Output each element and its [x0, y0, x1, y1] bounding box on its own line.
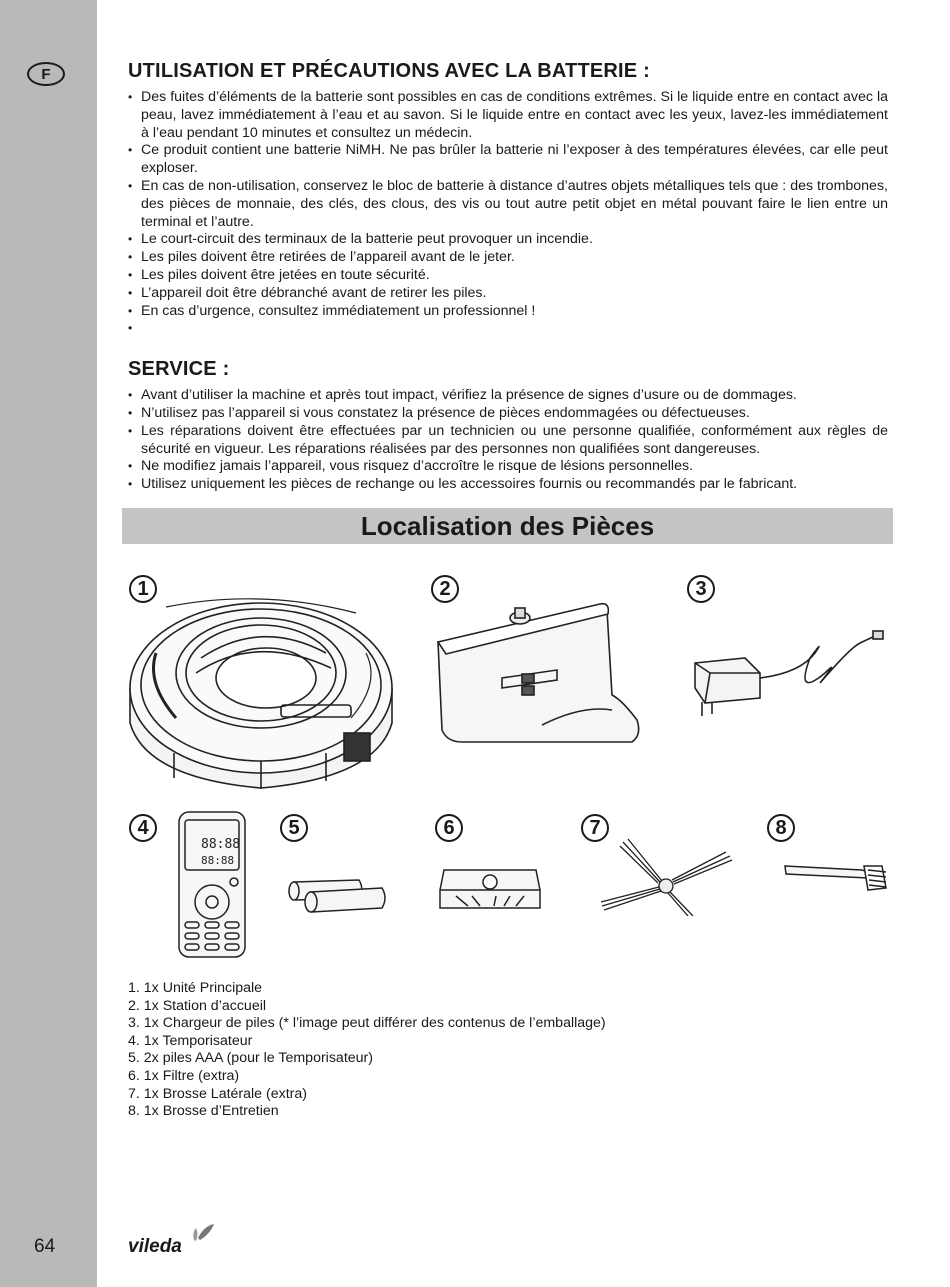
part-marker-6: 6	[435, 814, 463, 842]
list-item: • L’appareil doit être débranché avant de retirer les piles.	[128, 285, 888, 303]
charger-illustration	[690, 628, 890, 720]
part-marker-1: 1	[129, 575, 157, 603]
service-title: SERVICE :	[128, 358, 230, 381]
list-item: • Le court-circuit des terminaux de la batterie peut provoquer un incendie.	[128, 231, 888, 249]
docking-station-illustration	[432, 600, 642, 750]
part-marker-4: 4	[129, 814, 157, 842]
list-item: 1. 1x Unité Principale	[128, 980, 263, 996]
list-item: • Les piles doivent être jetées en toute sécurité.	[128, 267, 888, 285]
brand-name: vileda	[128, 1236, 182, 1257]
part-marker-5: 5	[280, 814, 308, 842]
list-item: 6. 1x Filtre (extra)	[128, 1067, 240, 1084]
list-item: • Les piles doivent être retirées de l’appareil avant de le jeter.	[128, 249, 888, 267]
list-item: 3. 1x Chargeur de piles (* l’image peut différer des contenus de l’emballage)	[128, 1015, 606, 1032]
leaf-icon	[198, 1224, 214, 1240]
page-number: 64	[34, 1236, 56, 1257]
list-item: • Des fuites d’éléments de la batterie sont possibles en cas de conditions extrêmes. Si le liquide entre en contact avec la peau, lavez immédiatement à l’eau et au savon. Si le liquide entre en contact avec les yeux, lavez-les immédiatement à l’eau pendant 10 minutes et consultez un médecin.	[128, 89, 888, 142]
list-item: 7. 1x Brosse Latérale (extra)	[128, 1085, 307, 1102]
left-sidebar	[0, 0, 97, 1287]
service-list	[128, 387, 888, 494]
list-item: 5. 2x piles AAA (pour le Temporisateur)	[128, 1050, 373, 1067]
list-item: 2. 1x Station d’accueil	[128, 997, 267, 1014]
robot-vacuum-illustration	[126, 593, 396, 798]
remote-display-upper: 88:88	[201, 837, 241, 852]
vileda-logo	[128, 1222, 228, 1258]
service-section	[128, 358, 888, 494]
part-marker-8: 8	[767, 814, 795, 842]
list-item: • Ce produit contient une batterie NiMH. Ne pas brûler la batterie ni l’exposer à des températures élevées, car elle peut exploser.	[128, 142, 888, 178]
list-item: 8. 1x Brosse d’Entretien	[128, 1103, 279, 1120]
part-marker-7: 7	[581, 814, 609, 842]
filter-illustration	[436, 866, 544, 914]
list-item: 4. 1x Temporisateur	[128, 1032, 253, 1049]
list-item: • En cas de non-utilisation, conservez le bloc de batterie à distance d’autres objets métalliques tels que : des trombones, des pièces de monnaie, des clés, des clous, des vis ou tout autre petit objet en métal pouvant faire le lien entre un terminal et l’autre.	[128, 178, 888, 231]
cleaning-brush-illustration	[782, 858, 892, 898]
list-item: • Avant d’utiliser la machine et après tout impact, vérifiez la présence de signes d’usure ou de dommages.	[128, 387, 888, 405]
part-marker-2: 2	[431, 575, 459, 603]
side-brush-illustration	[598, 836, 738, 916]
batteries-illustration	[284, 876, 392, 916]
list-item: • N’utilisez pas l’appareil si vous constatez la présence de pièces endommagées ou défectueuses.	[128, 405, 888, 423]
parts-heading: Localisation des Pièces	[122, 508, 893, 544]
list-item: • Utilisez uniquement les pièces de rechange ou les accessoires fournis ou recommandés par le fabricant.	[128, 476, 888, 494]
list-item: • Ne modifiez jamais l’appareil, vous risquez d’accroître le risque de lésions personnelles.	[128, 458, 888, 476]
main-content	[128, 60, 888, 494]
battery-title: UTILISATION ET PRÉCAUTIONS AVEC LA BATTERIE :	[128, 60, 650, 82]
battery-section	[128, 60, 888, 338]
language-badge: F	[27, 62, 65, 86]
part-marker-3: 3	[687, 575, 715, 603]
battery-list	[128, 89, 888, 338]
remote-display-lower: 88:88	[201, 854, 235, 867]
list-item	[128, 320, 888, 338]
parts-list	[128, 980, 606, 1121]
remote-control-illustration	[177, 810, 249, 960]
list-item: • Les réparations doivent être effectuées par un technicien ou une personne qualifiée, conformément aux règles de sécurité en vigueur. Les réparations réalisées par des personnes non qualifiées sont dangereuses.	[128, 423, 888, 459]
list-item: • En cas d’urgence, consultez immédiatement un professionnel !	[128, 303, 888, 321]
